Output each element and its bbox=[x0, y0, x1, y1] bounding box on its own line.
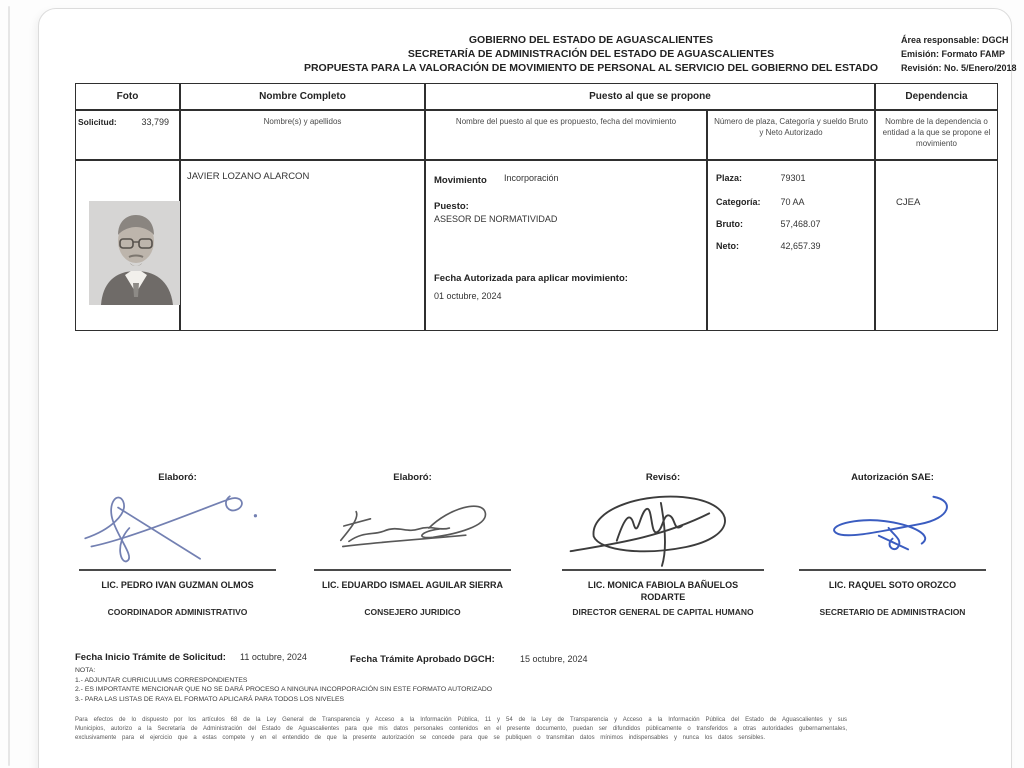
signer-name: LIC. RAQUEL SOTO OROZCO bbox=[828, 580, 957, 590]
bruto-label: Bruto: bbox=[716, 219, 743, 229]
signature-label: Elaboró: bbox=[393, 472, 432, 483]
signer-name: LIC. EDUARDO ISMAEL AGUILAR SIERRA bbox=[321, 580, 503, 590]
categoria-label: Categoría: bbox=[716, 197, 761, 207]
plaza-value: 79301 bbox=[780, 173, 806, 183]
neto-value: 42,657.39 bbox=[780, 241, 821, 251]
meta-revision: Revisión: No. 5/Enero/2018 bbox=[901, 63, 1017, 73]
signature-block-elaboro-2 bbox=[310, 472, 515, 618]
movimiento-value: Incorporación bbox=[504, 173, 559, 183]
cell-nombre: JAVIER LOZANO ALARCON bbox=[180, 160, 425, 331]
signer-title: CONSEJERO JURIDICO bbox=[364, 607, 461, 617]
solicitud-value: 33,799 bbox=[141, 117, 169, 127]
nota-item-1: 1.- ADJUNTAR CURRICULUMS CORRESPONDIENTES bbox=[75, 676, 248, 684]
signer-name: LIC. MONICA FABIOLA BAÑUELOS RODARTE bbox=[587, 580, 739, 602]
signer-name: LIC. PEDRO IVAN GUZMAN OLMOS bbox=[101, 580, 254, 590]
document-header bbox=[151, 33, 1024, 75]
subheader-solicitud bbox=[75, 110, 180, 160]
signature-ink-4 bbox=[795, 483, 990, 569]
signature-line bbox=[562, 569, 764, 571]
signature-ink-1 bbox=[75, 483, 280, 569]
signature-block-autorizacion bbox=[795, 472, 990, 618]
signer-title: DIRECTOR GENERAL DE CAPITAL HUMANO bbox=[572, 607, 754, 617]
fecha-inicio-label: Fecha Inicio Trámite de Solicitud: bbox=[75, 652, 226, 663]
plaza-label: Plaza: bbox=[716, 173, 743, 183]
subheader-plaza: Número de plaza, Categoría y sueldo Bruto y Neto Autorizado bbox=[707, 110, 875, 160]
solicitud-label: Solicitud: bbox=[78, 117, 117, 127]
signature-line bbox=[79, 569, 276, 571]
signature-block-elaboro-1 bbox=[75, 472, 280, 618]
meta-emision: Emisión: Formato FAMP bbox=[901, 49, 1006, 59]
header-line-propuesta: PROPUESTA PARA LA VALORACIÓN DE MOVIMIENTO DE PERSONAL AL SERVICIO DEL GOBIERNO DEL ESTADO bbox=[303, 62, 879, 74]
signer-title: SECRETARIO DE ADMINISTRACION bbox=[819, 607, 966, 617]
signature-label: Autorización SAE: bbox=[851, 472, 934, 483]
nota-item-2: 2.- ES IMPORTANTE MENCIONAR QUE NO SE DARÁ PROCESO A NINGUNA INCORPORACIÓN SIN ESTE FORMATO AUTORIZADO bbox=[75, 686, 493, 693]
signature-label: Revisó: bbox=[645, 472, 681, 483]
cell-foto bbox=[75, 160, 180, 331]
cell-plaza bbox=[707, 160, 875, 331]
signature-label: Elaboró: bbox=[158, 472, 197, 483]
legal-disclaimer: Para efectos de lo dispuesto por los artículos 68 de la Ley General de Transparencia y Acceso a la Información Pública, 11 y 54 de la Ley de Transparencia y Acceso a la Información Pública del Estado de Aguascalientes y sus Municipios, autorizo a la Secretaría de Administración del Estado de Aguascalientes para que mis datos personales contenidos en el presente documento, puedan ser difundidos públicamente o transferidos a otras autoridades gubernamentales, exclusivamente para el ejercicio que a estas compete y en el entendido de que la presente autorización se concede para que se publiquen o transmitan datos mínimos indispensables y nunca los datos sensibles. bbox=[75, 717, 847, 741]
fecha-aprobado-value: 15 octubre, 2024 bbox=[520, 654, 588, 664]
signer-title: COORDINADOR ADMINISTRATIVO bbox=[107, 607, 248, 617]
fecha-aprobado-label: Fecha Trámite Aprobado DGCH: bbox=[350, 654, 495, 665]
notes-block bbox=[75, 666, 492, 704]
left-edge-divider bbox=[8, 6, 10, 766]
subheader-dependencia: Nombre de la dependencia o entidad a la que se propone el movimiento bbox=[875, 110, 998, 160]
employee-photo-image bbox=[89, 201, 184, 305]
fecha-inicio-value: 11 octubre, 2024 bbox=[240, 652, 307, 662]
nota-item-3: 3.- PARA LAS LISTAS DE RAYA EL FORMATO APLICARÁ PARA TODOS LOS NIVELES bbox=[75, 695, 345, 703]
nota-label: NOTA: bbox=[75, 667, 96, 674]
signature-ink-2 bbox=[310, 483, 515, 569]
neto-label: Neto: bbox=[716, 241, 739, 251]
puesto-value: ASESOR DE NORMATIVIDAD bbox=[434, 214, 558, 224]
categoria-value: 70 AA bbox=[780, 197, 805, 207]
cell-dependencia: CJEA bbox=[875, 160, 998, 331]
signature-line bbox=[314, 569, 511, 571]
employee-photo bbox=[89, 201, 184, 305]
col-header-dependencia: Dependencia bbox=[875, 83, 998, 110]
subheader-nombre: Nombre(s) y apellidos bbox=[180, 110, 425, 160]
col-header-puesto: Puesto al que se propone bbox=[425, 83, 875, 110]
header-line-secretaria: SECRETARÍA DE ADMINISTRACIÓN DEL ESTADO DE AGUASCALIENTES bbox=[407, 48, 775, 60]
subheader-puesto: Nombre del puesto al que es propuesto, fecha del movimiento bbox=[425, 110, 707, 160]
meta-block bbox=[901, 33, 1024, 75]
col-header-nombre: Nombre Completo bbox=[180, 83, 425, 110]
cell-puesto bbox=[425, 160, 707, 331]
fecha-autorizada-label: Fecha Autorizada para aplicar movimiento: bbox=[434, 273, 628, 284]
movimiento-label: Movimiento bbox=[434, 175, 487, 186]
personnel-table bbox=[75, 83, 998, 331]
signature-block-reviso bbox=[558, 472, 768, 618]
fecha-autorizada-value: 01 octubre, 2024 bbox=[434, 291, 502, 301]
bruto-value: 57,468.07 bbox=[780, 219, 821, 229]
meta-area-responsable: Área responsable: DGCH bbox=[901, 35, 1009, 45]
puesto-label: Puesto: bbox=[434, 201, 469, 212]
signature-ink-3 bbox=[558, 483, 768, 569]
signature-line bbox=[799, 569, 986, 571]
col-header-foto: Foto bbox=[75, 83, 180, 110]
header-line-gobierno: GOBIERNO DEL ESTADO DE AGUASCALIENTES bbox=[468, 34, 714, 46]
